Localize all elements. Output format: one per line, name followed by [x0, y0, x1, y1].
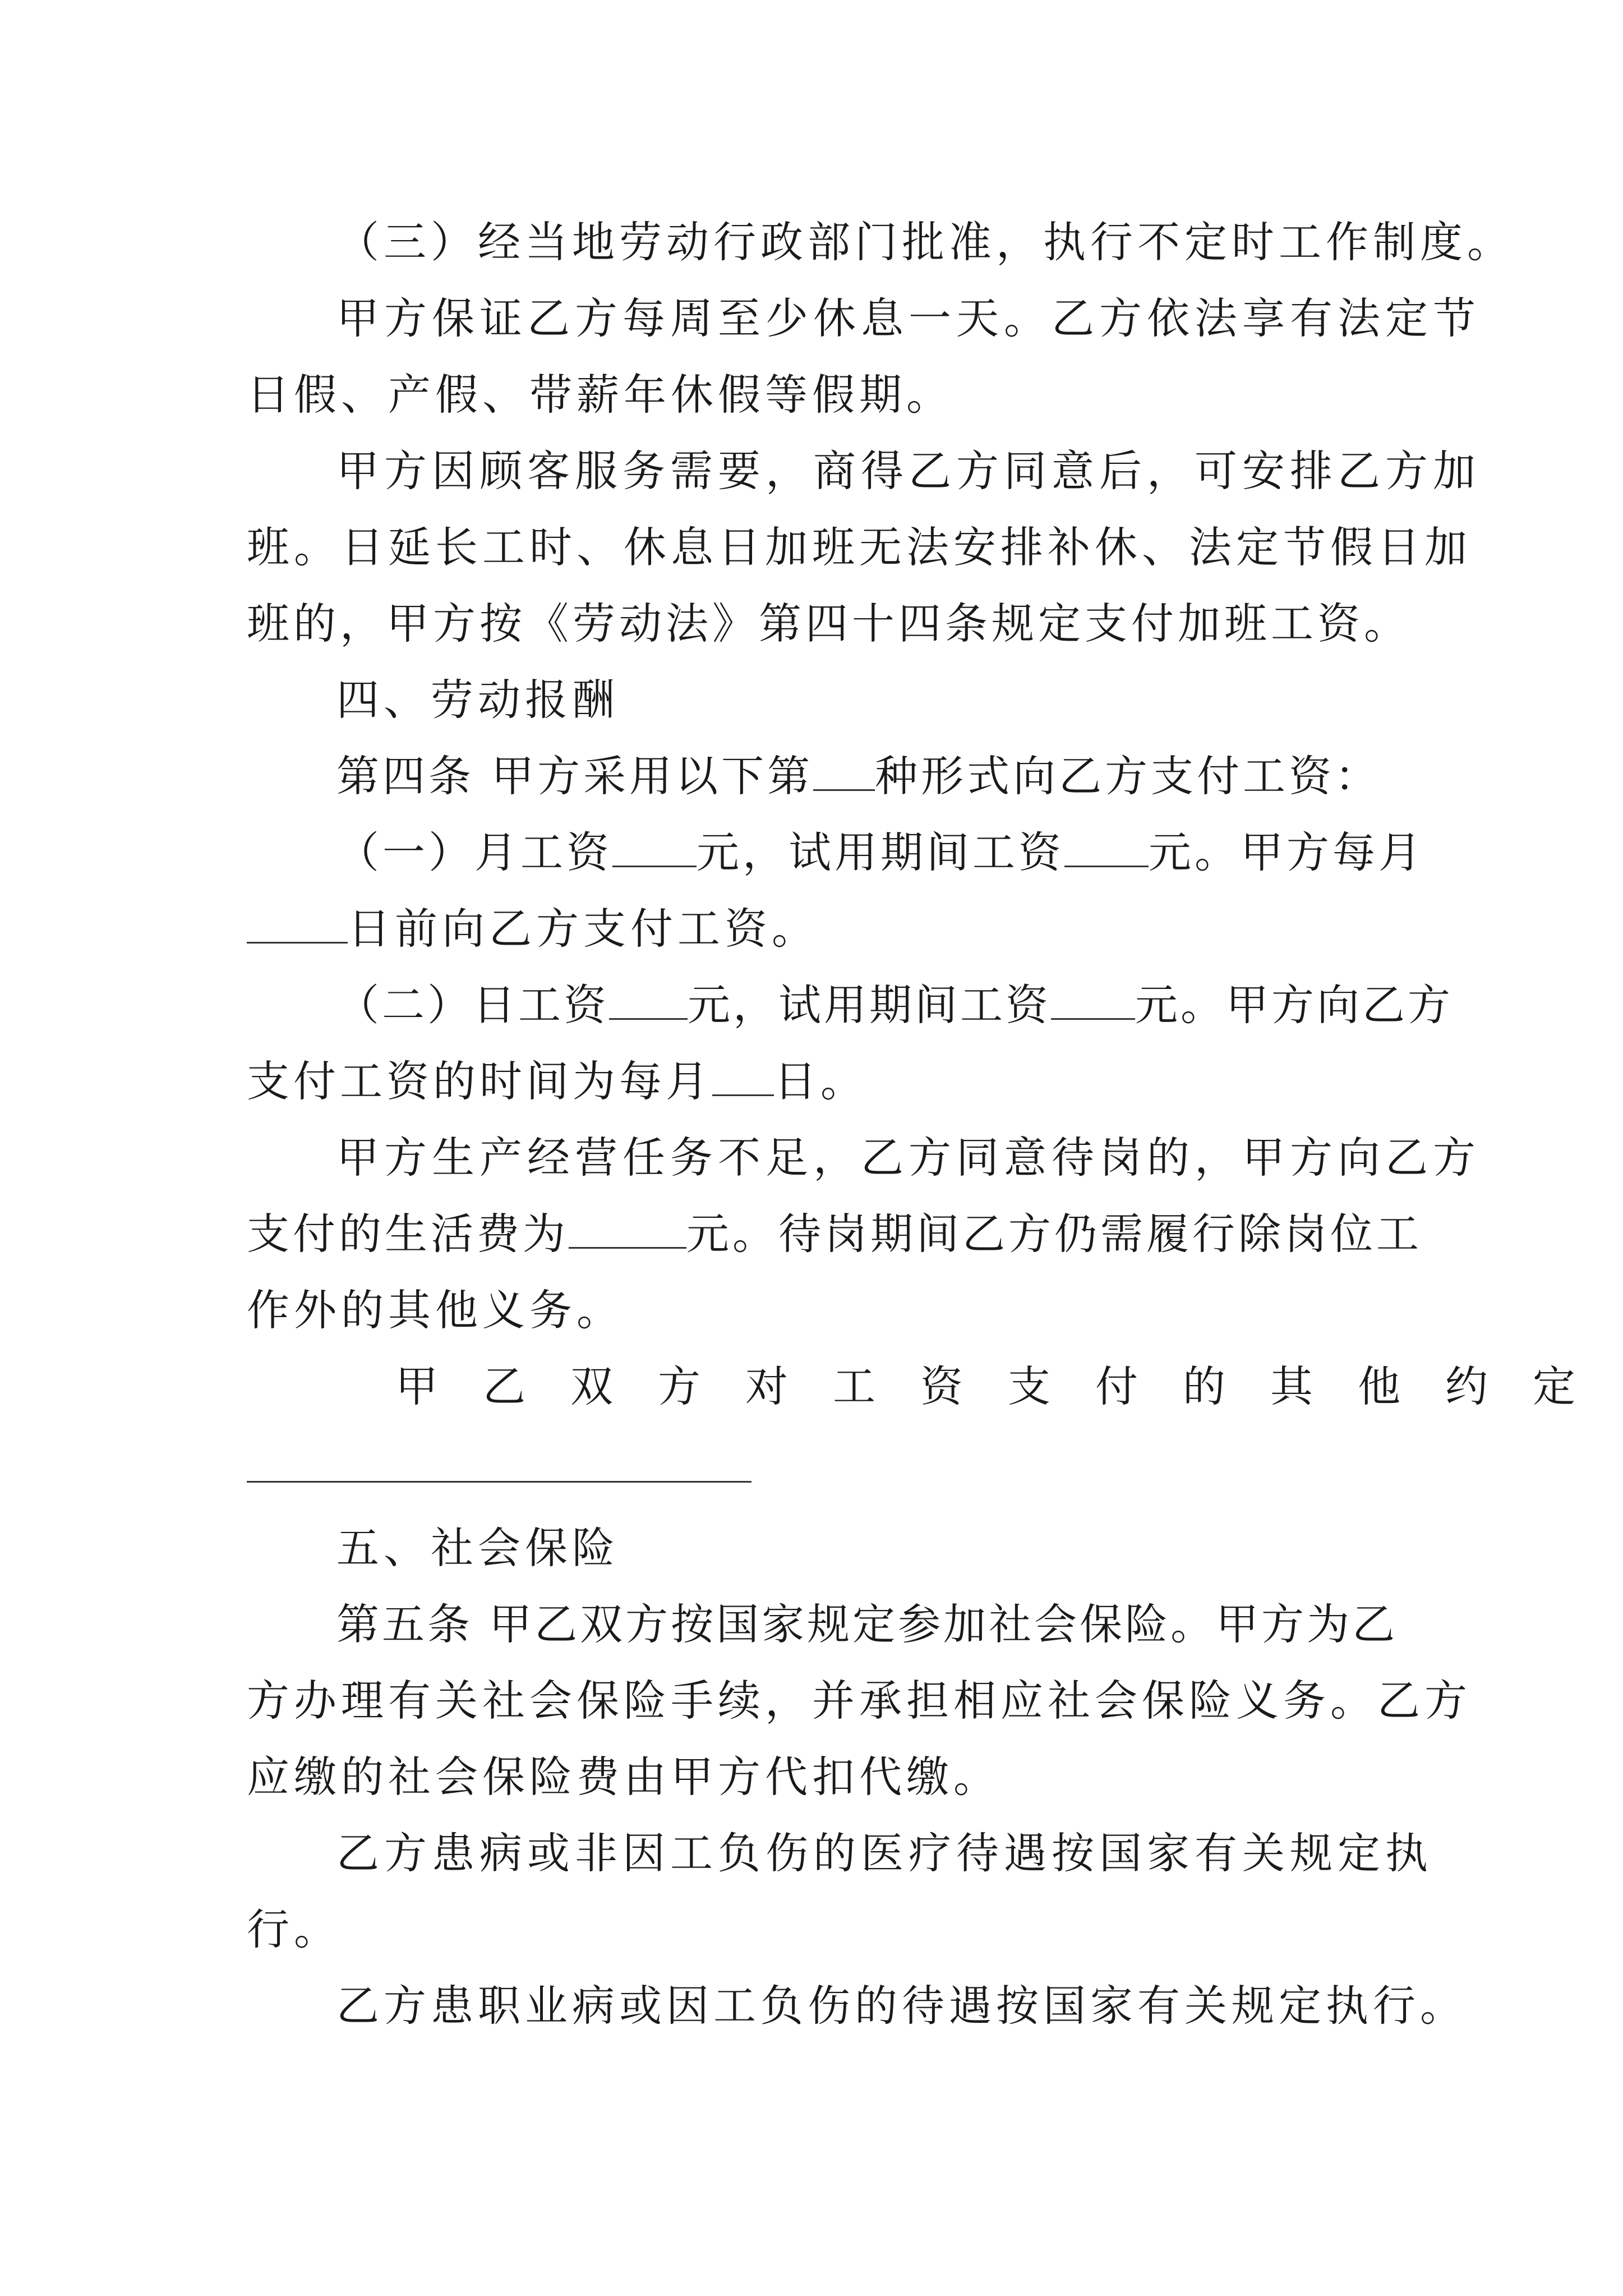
line-text: 五、社会保险	[336, 1523, 619, 1573]
text-line	[336, 214, 1514, 270]
text-line	[336, 443, 1481, 499]
text-line	[247, 1282, 624, 1338]
text-line	[395, 1359, 1620, 1415]
line-text: 班。日延长工时、休息日加班无法安排补休、法定节假日加	[247, 522, 1472, 572]
text-line	[247, 901, 819, 957]
line-text: 甲方因顾客服务需要，商得乙方同意后，可安排乙方加	[336, 446, 1481, 496]
line-text: 元，试用期间工资	[688, 980, 1051, 1030]
line-text: 作外的其他义务。	[247, 1285, 624, 1335]
line-text: 支付工资的时间为每月	[247, 1056, 712, 1106]
text-line	[336, 1825, 1433, 1881]
text-line	[247, 1206, 1422, 1262]
text-line	[336, 1978, 1467, 2034]
text-line	[336, 977, 1453, 1033]
fill-in-blank[interactable]	[569, 1212, 686, 1249]
text-line	[247, 1053, 867, 1110]
text-line	[336, 748, 1381, 804]
line-text: 日前向乙方支付工资。	[348, 904, 819, 954]
text-line	[247, 367, 953, 423]
text-line	[247, 1902, 341, 1958]
fill-in-blank[interactable]	[1064, 831, 1149, 867]
fill-in-blank[interactable]	[247, 1481, 751, 1483]
fill-in-blank[interactable]	[813, 754, 875, 791]
text-line	[247, 519, 1472, 576]
line-text: 班的，甲方按《劳动法》第四十四条规定支付加班工资。	[247, 599, 1410, 648]
line-text: 第五条 甲乙双方按国家规定参加社会保险。甲方为乙	[336, 1599, 1398, 1649]
fill-in-blank[interactable]	[1051, 983, 1135, 1020]
line-text: 元。甲方向乙方	[1135, 980, 1453, 1030]
text-line	[247, 1673, 1472, 1729]
line-text: 甲乙双方对工资支付的其他约定	[395, 1361, 1620, 1411]
line-text: （二）日工资	[336, 980, 609, 1030]
fill-in-blank[interactable]	[609, 983, 688, 1020]
line-text: 元。待岗期间乙方仍需履行除岗位工	[686, 1209, 1422, 1259]
line-text: 日。	[774, 1056, 867, 1106]
text-line	[336, 1596, 1398, 1653]
section-heading	[336, 672, 619, 728]
line-text: 元，试用期间工资	[697, 827, 1064, 877]
line-text: 四、劳动报酬	[336, 675, 619, 725]
fill-in-blank[interactable]	[247, 907, 348, 944]
fill-in-blank[interactable]	[612, 831, 697, 867]
line-text: 应缴的社会保险费由甲方代扣代缴。	[247, 1752, 1000, 1802]
line-text: 支付的生活费为	[247, 1209, 569, 1259]
line-text: 种形式向乙方支付工资：	[875, 751, 1381, 801]
section-heading	[336, 1520, 619, 1576]
line-text: 元。甲方每月	[1149, 827, 1424, 877]
line-text: 甲方保证乙方每周至少休息一天。乙方依法享有法定节	[336, 293, 1481, 343]
line-text: （三）经当地劳动行政部门批准，执行不定时工作制度。	[336, 217, 1514, 267]
line-text: （一）月工资	[336, 827, 612, 877]
line-text: 日假、产假、带薪年休假等假期。	[247, 370, 953, 420]
line-text: 甲方生产经营任务不足，乙方同意待岗的，甲方向乙方	[336, 1133, 1481, 1182]
line-text: 方办理有关社会保险手续，并承担相应社会保险义务。乙方	[247, 1676, 1472, 1726]
line-text: 行。	[247, 1904, 341, 1954]
text-line	[336, 1130, 1481, 1186]
line-text: 乙方患病或非因工负伤的医疗待遇按国家有关规定执	[336, 1828, 1433, 1878]
text-line	[336, 291, 1481, 347]
text-line	[247, 1749, 1000, 1805]
text-line	[336, 825, 1424, 881]
line-text: 第四条 甲方采用以下第	[336, 751, 814, 801]
text-line	[247, 596, 1410, 652]
fill-in-blank[interactable]	[712, 1060, 774, 1096]
line-text: 乙方患职业病或因工负伤的待遇按国家有关规定执行。	[336, 1981, 1467, 2031]
